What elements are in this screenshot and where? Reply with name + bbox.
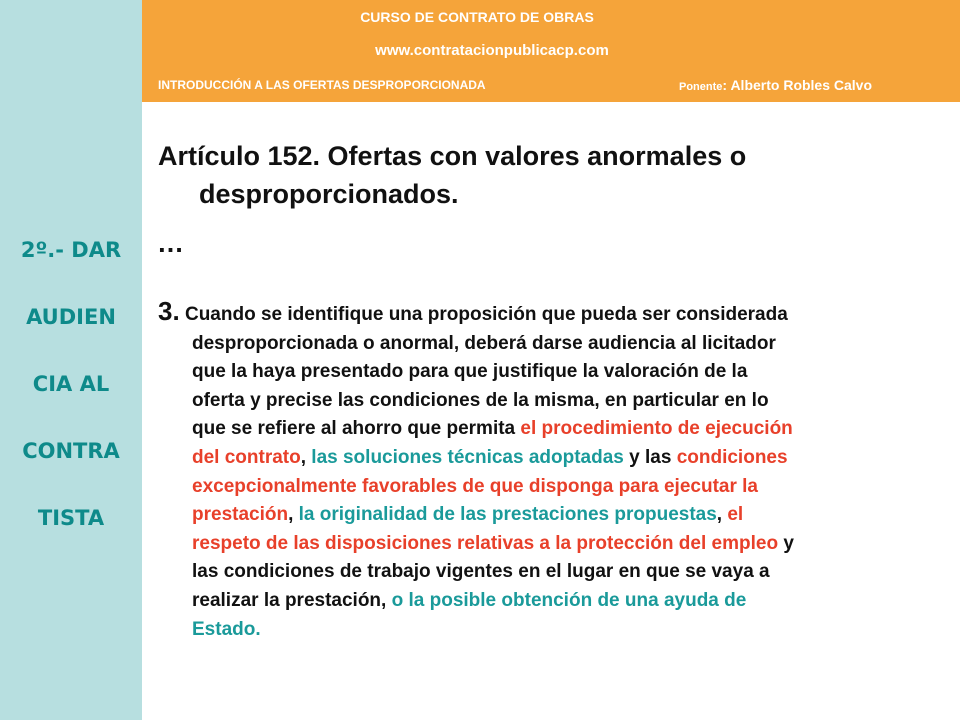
sidebar (0, 0, 142, 720)
text-segment: y (778, 532, 794, 554)
ellipsis: … (157, 228, 184, 258)
text-segment: , (716, 504, 728, 526)
sidebar-section-label (0, 217, 142, 552)
paragraph-line (158, 415, 958, 444)
text-segment: respeto de las disposiciones relativas a la protección del empleo (192, 532, 779, 554)
speaker-name: : Alberto Robles Calvo (722, 77, 873, 93)
website-link[interactable]: www.contratacionpublicacp.com (375, 42, 609, 59)
text-segment: que la haya presentado para que justifique la valoración de la (192, 361, 748, 383)
sidebar-line: 2º.- DAR (20, 238, 122, 262)
article-paragraph (158, 297, 958, 644)
speaker-info (679, 77, 872, 93)
text-segment: , (300, 446, 312, 468)
sidebar-line: TISTA (37, 506, 105, 530)
course-title: CURSO DE CONTRATO DE OBRAS (360, 9, 594, 25)
paragraph-line (158, 358, 958, 387)
text-segment: realizar la prestación (192, 589, 382, 611)
text-segment: las condiciones de trabajo vigentes en el lugar en que se vaya a (192, 561, 770, 583)
sidebar-line: CIA AL (32, 372, 110, 396)
paragraph-line (180, 304, 788, 325)
paragraph-line (158, 444, 958, 473)
sidebar-line: AUDIEN (26, 305, 116, 329)
speaker-label: Ponente (679, 81, 723, 93)
text-segment: el procedimiento de ejecución (520, 418, 793, 440)
paragraph-line (158, 530, 958, 559)
article-title (158, 137, 948, 213)
text-segment: Estado. (192, 618, 261, 640)
paragraph-line (158, 558, 958, 587)
text-segment: , (288, 504, 299, 526)
paragraph-line (158, 501, 958, 530)
paragraph-line (158, 330, 958, 359)
text-segment: las soluciones técnicas adoptadas (311, 446, 624, 468)
intro-subtitle: INTRODUCCIÓN A LAS OFERTAS DESPROPORCIONADA (158, 78, 486, 92)
article-title-line: desproporcionados. (199, 179, 459, 209)
text-segment: , (381, 589, 392, 611)
text-segment: que se refiere al ahorro que permita (192, 418, 521, 440)
header-banner (142, 0, 960, 102)
paragraph-line (158, 387, 958, 416)
text-segment: Cuando se identifique una proposición que pueda ser considerada (179, 304, 788, 325)
text-segment: o la posible obtención de una ayuda de (391, 589, 747, 611)
text-segment: prestación (192, 504, 289, 526)
paragraph-number: 3. (158, 296, 180, 326)
paragraph-line (158, 587, 958, 616)
text-segment: la originalidad de las prestaciones propuestas (298, 504, 717, 526)
sidebar-line: CONTRA (22, 439, 120, 463)
text-segment: excepcionalmente favorables de que disponga para ejecutar la (192, 475, 758, 497)
text-segment: del contrato (192, 446, 301, 468)
text-segment: y las (623, 446, 677, 468)
text-segment: desproporcionada o anormal, deberá darse audiencia al licitador (192, 332, 776, 354)
paragraph-line (158, 473, 958, 502)
text-segment: oferta y precise las condiciones de la misma, en particular en lo (192, 389, 769, 411)
text-segment: el (727, 504, 744, 526)
article-title-line: Artículo 152. Ofertas con valores anormales o (158, 141, 747, 171)
text-segment: condiciones (676, 446, 788, 468)
paragraph-line (158, 616, 958, 645)
